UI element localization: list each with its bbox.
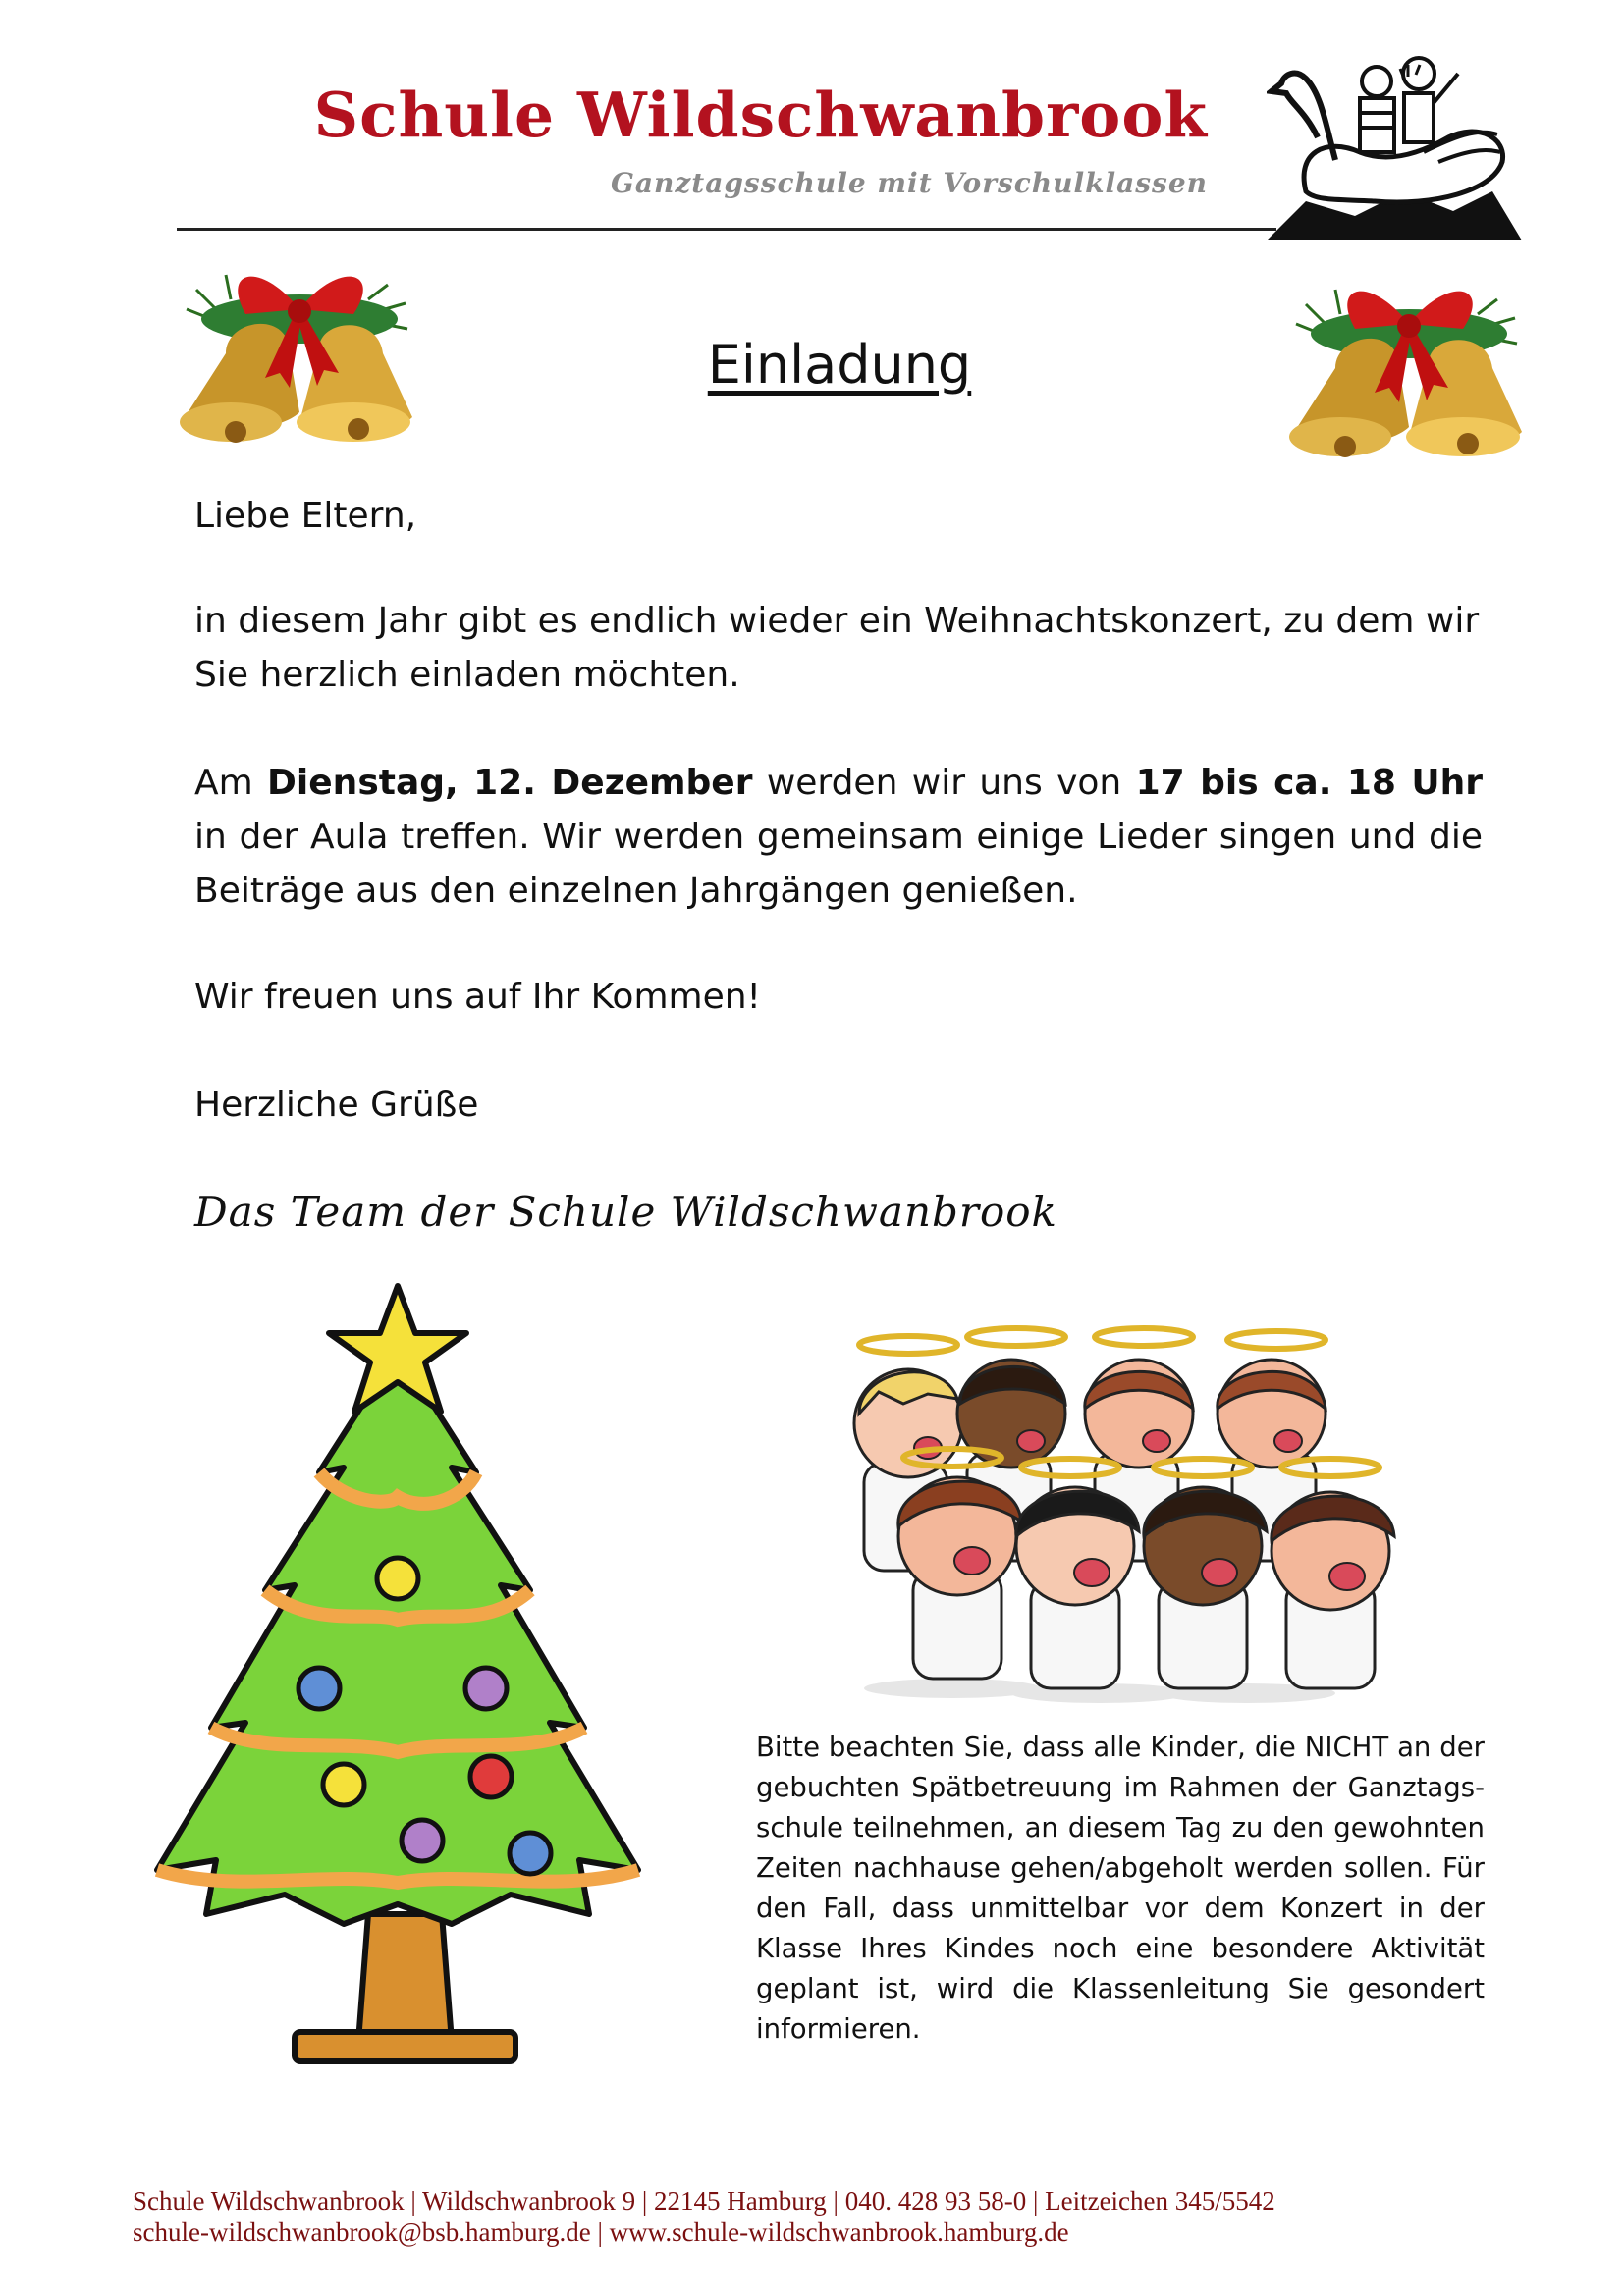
event-time: 17 bis ca. 18 Uhr <box>1135 763 1483 803</box>
greeting: Liebe Eltern, <box>194 496 417 536</box>
paragraph-details <box>194 756 1483 918</box>
page-title: Einladung <box>707 334 972 396</box>
footer-contact: schule-wildschwanbrook@bsb.hamburg.de | www.schule-wildschwanbrook.hamburg.de <box>133 2217 1069 2247</box>
details-text: Am <box>194 763 268 803</box>
signature: Das Team der Schule Wildschwanbrook <box>194 1188 1057 1236</box>
footer <box>133 2185 1507 2248</box>
school-name: Schule Wildschwanbrook <box>313 79 1208 151</box>
event-date: Dienstag, 12. Dezember <box>267 763 753 803</box>
regards: Herzliche Grüße <box>194 1085 479 1125</box>
paragraph-intro: in diesem Jahr gibt es endlich wieder ein Weihnachtskonzert, zu dem wir Sie herzlich einladen möchten. <box>194 601 1480 695</box>
angel-choir-illustration <box>835 1315 1424 1708</box>
header-divider <box>177 228 1276 231</box>
swan-logo-icon <box>1267 44 1522 240</box>
details-text: in der Aula treffen. Wir werden gemeinsam einige Lieder singen und die Beiträge aus den einzelnen Jahrgängen genießen. <box>194 817 1483 911</box>
school-subtitle: Ganztagsschule mit Vorschulklassen <box>610 167 1208 199</box>
paragraph-closing: Wir freuen uns auf Ihr Kommen! <box>194 977 761 1017</box>
details-text: werden wir uns von <box>752 763 1136 803</box>
christmas-tree-illustration <box>147 1276 648 2081</box>
attendance-note: Bitte beachten Sie, dass alle Kinder, die NICHT an der gebuchten Spätbetreuung im Rahmen der Ganztags-schule teilnehmen, an diesem Tag zu den gewohnten Zeiten nachhause gehen/abgeholt werden sollen. Für den Fall, dass unmittelbar vor dem Konzert in der Klasse Ihres Kindes noch eine besondere Aktivität geplant ist, wird die Klassenleitung Sie gesondert informieren. <box>756 1732 1485 2045</box>
footer-address: Schule Wildschwanbrook | Wildschwanbrook 9 | 22145 Hamburg | 040. 428 93 58-0 | Leitzeichen 345/5542 <box>133 2186 1275 2216</box>
